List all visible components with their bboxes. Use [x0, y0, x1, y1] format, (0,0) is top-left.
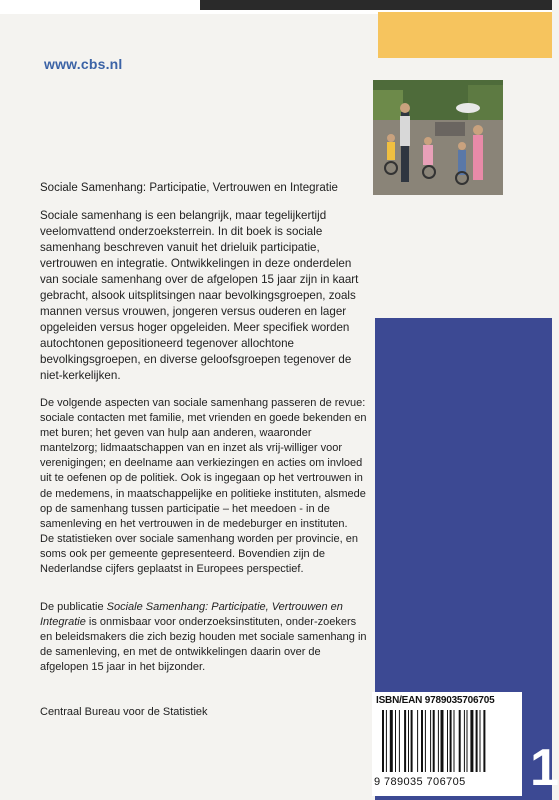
- barcode-bar: [476, 710, 478, 772]
- barcode-bars: [380, 710, 514, 774]
- barcode-bar: [390, 710, 393, 772]
- spine-number: 1: [530, 739, 559, 797]
- barcode-bar: [441, 710, 444, 772]
- publication-intro-text: De publicatie: [40, 601, 107, 613]
- barcode-bar: [408, 710, 409, 772]
- book-title: Sociale Samenhang: Participatie, Vertrouwen en Integratie: [40, 182, 338, 194]
- barcode-bar: [464, 710, 465, 772]
- barcode-bar: [404, 710, 406, 772]
- paragraph-publication: [40, 600, 370, 675]
- paragraph-statistics-text: De statistieken over sociale samenhang worden per provincie, en soms ook per gemeente gepresenteerd. Bovendien zijn de Nederlandse cijfers geplaatst in Europees perspectief.: [40, 532, 358, 576]
- barcode-digits: 9 789035 706705: [374, 776, 466, 788]
- website-url: www.cbs.nl: [44, 56, 123, 72]
- barcode-bar: [421, 710, 423, 772]
- publication-audience-text: is onmisbaar voor onderzoeksinstituten, onder-zoekers en beleidsmakers die zich bezig houden met sociale samenhang in de samenleving, en met de ontwikkelingen daarin over de afgelopen 15 jaar in het bijzonder.: [40, 616, 367, 674]
- yellow-color-band: [378, 12, 552, 58]
- barcode-bar: [470, 710, 473, 772]
- barcode-bar: [399, 710, 400, 772]
- isbn-label: ISBN/EAN 9789035706705: [376, 695, 495, 706]
- paragraph-aspects-text: De volgende aspecten van sociale samenhang passeren de revue: sociale contacten met familie, met vrienden en goede bekenden en met buren; het geven van hulp aan anderen, waaronder mantelzorg; lidmaatschappen van en inzet als vrij-williger voor verenigingen; en deelname aan verkiezingen en acties om invloed uit te oefenen op de politiek. Ook is ingegaan op het vertrouwen in de medemens, in maatschappelijke en politieke instituten, alsmede op de samenhang tussen participatie – het meedoen - in de samenleving en het vertrouwen in de medeburger en instituten.: [40, 397, 367, 530]
- barcode-bar: [382, 710, 384, 772]
- barcode-bar: [480, 710, 481, 772]
- barcode-bar: [447, 710, 448, 772]
- paragraph-intro: Sociale samenhang is een belangrijk, maar tegelijkertijd veelomvattend onderzoeksterrein. In dit boek is sociale samenhang beschreven vanuit het drieluik participatie, vertrouwen en integratie. Ontwikkelingen in deze onderdelen van sociale samenhang over de afgelopen 15 jaar zijn in kaart gebracht, alsook uitsplitsingen naar bevolkingsgroepen, zoals mannen versus vrouwen, jongeren versus ouderen en lager opgeleiden versus hoger opgeleiden. Meer specifiek worden autochtonen gepositioneerd tegenover allochtone bevolkingsgroepen, en diverse geloofsgroepen tegenover de niet-kerkelijken.: [40, 209, 359, 382]
- barcode-bar: [438, 710, 439, 772]
- publisher-name: Centraal Bureau voor de Statistiek: [40, 706, 208, 718]
- barcode-bar: [450, 710, 452, 772]
- barcode-bar: [467, 710, 468, 772]
- barcode-bar: [483, 710, 485, 772]
- barcode-bar: [411, 710, 413, 772]
- barcode-bar: [433, 710, 435, 772]
- barcode-bar: [430, 710, 431, 772]
- publication-title-italic: Sociale Samenhang: Participatie, Vertrouwen en Integratie: [40, 601, 343, 629]
- barcode-bar: [459, 710, 461, 772]
- barcode-bar: [417, 710, 418, 772]
- barcode-bar: [386, 710, 387, 772]
- top-dark-edge: [200, 0, 552, 10]
- street-scene-photo: [373, 80, 503, 195]
- barcode-bar: [425, 710, 426, 772]
- paragraph-aspects: [40, 396, 370, 577]
- barcode-bar: [395, 710, 396, 772]
- barcode-bar: [454, 710, 455, 772]
- isbn-barcode: [372, 692, 522, 796]
